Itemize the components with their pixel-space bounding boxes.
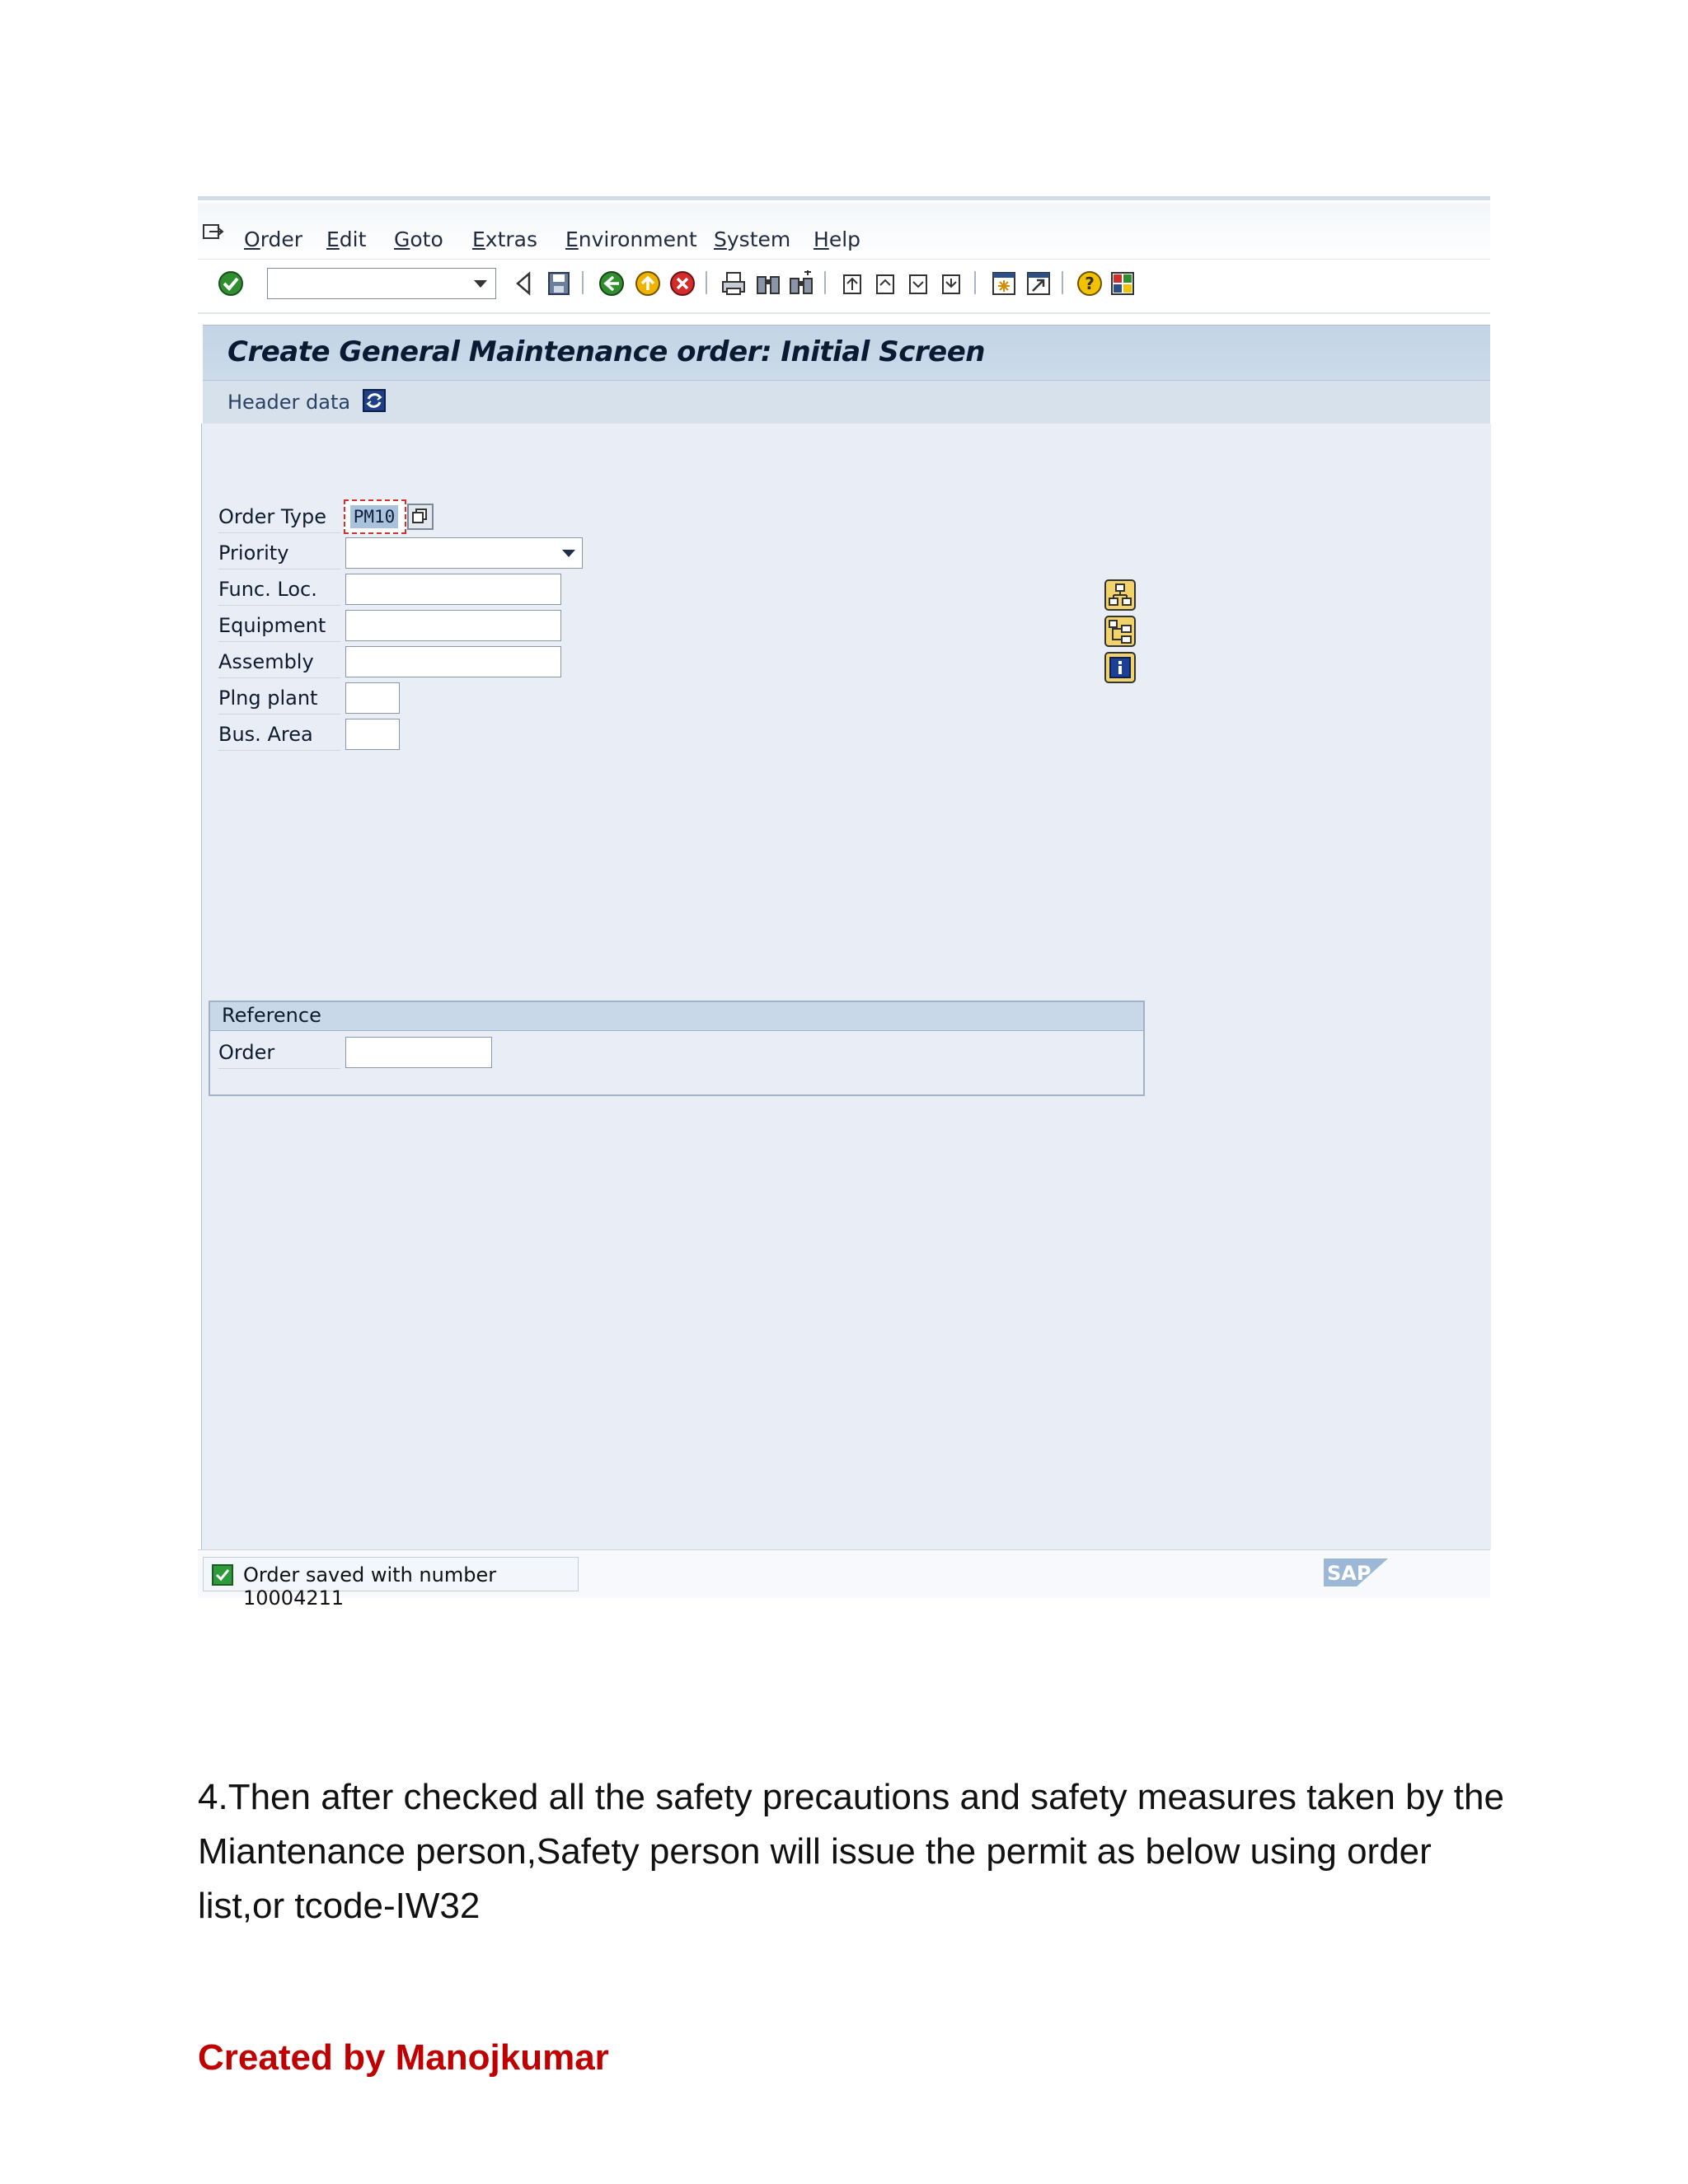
author-credit: Created by Manojkumar xyxy=(198,2037,609,2078)
paragraph-line: list,or tcode-IW32 xyxy=(198,1886,481,1926)
screen-area xyxy=(201,424,1491,1549)
reference-group xyxy=(209,1001,1145,1096)
copy-icon[interactable] xyxy=(406,503,434,531)
svg-text:?: ? xyxy=(1085,274,1095,293)
equipment-label: Equipment xyxy=(218,610,340,642)
toolbar-separator xyxy=(1062,271,1063,294)
priority-dropdown[interactable] xyxy=(345,537,583,569)
header-data-button[interactable]: Header data xyxy=(227,391,351,414)
create-session-icon[interactable] xyxy=(991,270,1017,297)
exit-icon[interactable] xyxy=(635,270,661,297)
plng-plant-label: Plng plant xyxy=(218,682,340,715)
menu-system-icon[interactable] xyxy=(203,224,224,241)
sap-logo xyxy=(1322,1555,1390,1590)
plng-plant-input[interactable] xyxy=(345,682,400,714)
back-arrow-icon[interactable] xyxy=(511,270,537,297)
find-next-icon[interactable] xyxy=(788,270,814,297)
order-type-label: Order Type xyxy=(218,501,340,533)
paragraph-line: 4.Then after checked all the safety precautions and safety measures taken by the xyxy=(198,1777,1504,1817)
application-toolbar xyxy=(203,380,1490,425)
toolbar-separator xyxy=(824,271,826,294)
sap-window xyxy=(198,196,1490,1610)
chevron-down-icon[interactable] xyxy=(562,550,575,557)
page-title: Create General Maintenance order: Initial Screen xyxy=(227,335,985,368)
order-type-value: PM10 xyxy=(350,505,398,528)
assembly-input[interactable] xyxy=(345,646,561,677)
cancel-icon[interactable] xyxy=(669,270,696,297)
priority-label: Priority xyxy=(218,537,340,569)
menu-bar xyxy=(198,203,1490,259)
save-icon[interactable] xyxy=(546,270,572,297)
structure-list-icon[interactable] xyxy=(1104,615,1137,648)
standard-toolbar xyxy=(198,259,1490,314)
reference-order-input[interactable] xyxy=(345,1037,492,1068)
func-loc-label: Func. Loc. xyxy=(218,574,340,606)
reference-order-label: Order xyxy=(218,1037,340,1069)
help-icon[interactable] xyxy=(1076,270,1103,297)
previous-page-icon[interactable] xyxy=(872,270,898,297)
paragraph-line: Miantenance person,Safety person will issue the permit as below using order xyxy=(198,1831,1432,1872)
order-type-field[interactable] xyxy=(344,499,406,534)
structure-icon[interactable] xyxy=(1104,579,1137,612)
assembly-label: Assembly xyxy=(218,646,340,678)
header-data-icon[interactable] xyxy=(361,387,387,414)
window-top-border xyxy=(198,196,1490,200)
last-page-icon[interactable] xyxy=(938,270,964,297)
print-icon[interactable] xyxy=(720,270,747,297)
instruction-paragraph xyxy=(198,1770,1504,1933)
svg-text:SAP: SAP xyxy=(1327,1562,1372,1585)
menu-environment[interactable]: Environment xyxy=(565,227,697,251)
first-page-icon[interactable] xyxy=(839,270,865,297)
info-icon[interactable] xyxy=(1104,651,1137,684)
menu-system[interactable]: System xyxy=(714,227,791,251)
command-field[interactable] xyxy=(267,268,496,299)
next-page-icon[interactable] xyxy=(905,270,931,297)
title-bar xyxy=(203,325,1490,423)
success-check-icon xyxy=(212,1564,233,1586)
status-text: Order saved with number 10004211 xyxy=(243,1563,497,1610)
toolbar-separator xyxy=(706,271,707,294)
layout-icon[interactable] xyxy=(1109,270,1136,297)
enter-icon[interactable] xyxy=(218,270,244,297)
menu-help[interactable]: Help xyxy=(814,227,861,251)
status-message[interactable] xyxy=(203,1557,579,1610)
chevron-down-icon[interactable] xyxy=(474,280,487,288)
menu-extras[interactable]: Extras xyxy=(472,227,538,251)
equipment-input[interactable] xyxy=(345,610,561,641)
bus-area-label: Bus. Area xyxy=(218,719,340,751)
back-icon[interactable] xyxy=(598,270,625,297)
reference-title: Reference xyxy=(222,1004,321,1027)
menu-order[interactable]: Order xyxy=(244,227,303,251)
menu-edit[interactable]: Edit xyxy=(326,227,367,251)
func-loc-input[interactable] xyxy=(345,574,561,605)
toolbar-separator xyxy=(974,271,976,294)
bus-area-input[interactable] xyxy=(345,719,400,750)
toolbar-separator xyxy=(582,271,584,294)
shortcut-icon[interactable] xyxy=(1025,270,1052,297)
reference-header xyxy=(210,1002,1143,1031)
status-bar xyxy=(198,1549,1490,1610)
find-icon[interactable] xyxy=(755,270,781,297)
menu-goto[interactable]: Goto xyxy=(394,227,443,251)
